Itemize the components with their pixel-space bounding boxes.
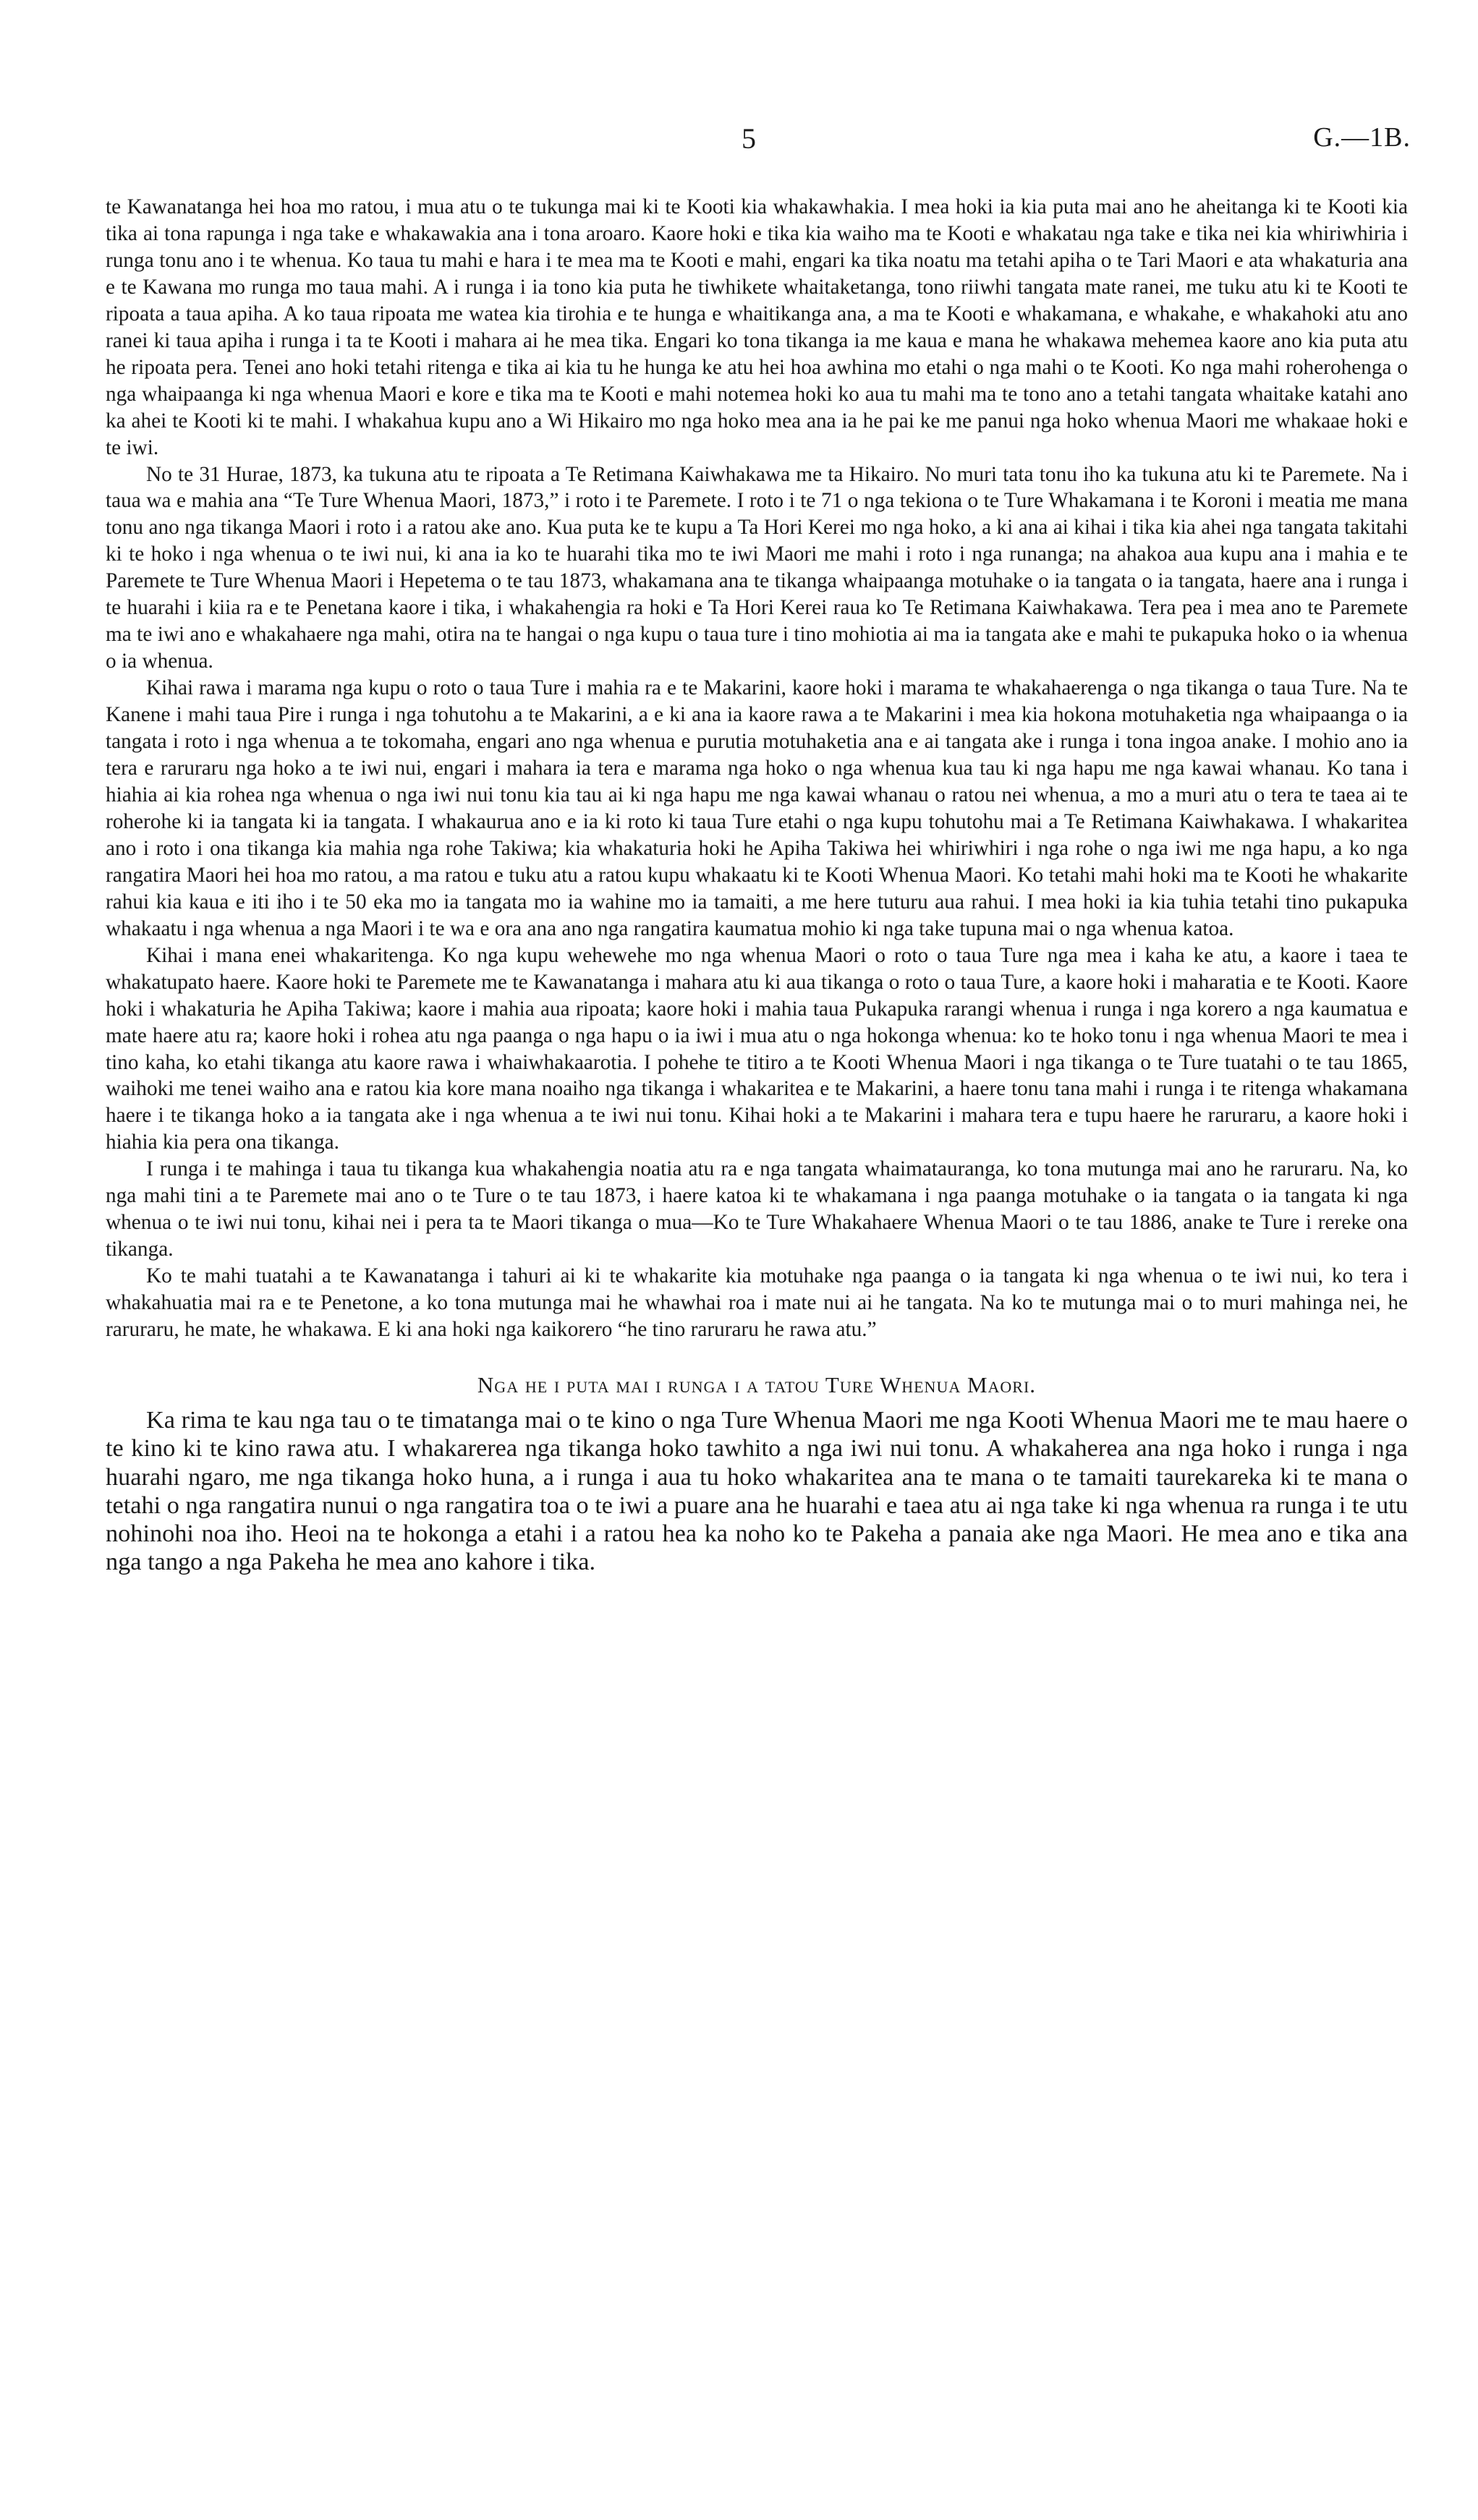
paragraph: I runga i te mahinga i taua tu tikanga kua whakahengia noatia atu ra e nga tangata whaimatauranga, ko tona mutunga mai ano he raruraru. Na, ko nga mahi tini a te Paremete mai ano o te Ture o te tau 1873, i haere katoa ki te whakamana i nga paanga motuhake o ia tangata o ia tangata ki nga whenua o te iwi nui tonu, kihai nei i pera ta te Maori tikanga o mua—Ko te Ture Whakahaere Whenua Maori o te tau 1886, anake te Ture i rereke ona tikanga. [106, 1157, 1408, 1261]
paragraph: Kihai i mana enei whakaritenga. Ko nga kupu wehewehe mo nga whenua Maori o roto o taua Ture nga mea i kaha ke atu, a kaore i taea te whakatupato haere. Kaore hoki te Paremete me te Kawanatanga i mahara atu ki aua tikanga o roto o taua Ture, a kaore hoki i maharatia e te Kooti. Kaore hoki i whakaturia he Apiha Takiwa; kaore i mahia aua ripoata; kaore hoki i mahia taua Pukapuka rarangi whenua i runga i nga korero a nga kaumatua e mate haere atu ra; kaore hoki i rohea atu nga paanga o nga hapu o ia iwi i mua atu o nga hokonga whenua: ko te hoko tonu i nga whenua Maori te mea i tino kaha, ko etahi tikanga atu kaore rawa i whaiwhakaarotia. I pohehe te titiro a te Kooti Whenua Maori i nga tikanga o te Ture tuatahi o te tau 1865, waihoki me tenei waiho ana e ratou kia kore mana noaiho nga tikanga i whakaritea e te Makarini, a haere tonu tana mahi i runga i te ritenga whakamana haere i te tikanga hoko a ia tangata ake i nga whenua a te iwi nui tonu. Kihai hoki a te Makarini i mahara tera e tupu haere he raruraru, a kaore hoki i hiahia kia pera ona tikanga. [106, 943, 1408, 1154]
body-text [106, 194, 1408, 1577]
paragraph: Ko te mahi tuatahi a te Kawanatanga i tahuri ai ki te whakarite kia motuhake nga paanga o ia tangata ki nga whenua o te iwi nui, ko tera i whakahuatia mai ra e te Penetone, a ko tona mutunga mai he whawhai roa i mate nui ai he tangata. Na ko te mutunga mai o to muri mahinga nei, he raruraru, he mate, he whakawa. E ki ana hoki nga kaikorero “he tino raruraru he rawa atu.” [106, 1264, 1408, 1342]
section-heading: Nga he i puta mai i runga i a tatou Ture Whenua Maori. [477, 1371, 1037, 1397]
paragraph: No te 31 Hurae, 1873, ka tukuna atu te ripoata a Te Retimana Kaiwhakawa me ta Hikairo. No muri tata tonu iho ka tukuna atu ki te Paremete. Na i taua wa e mahia ana “Te Ture Whenua Maori, 1873,” i roto i te Paremete. I roto i te 71 o nga tekiona o te Ture Whakamana i te Koroni i meatia me mana tonu ano nga tikanga Maori i roto i a ratou ake ano. Kua puta ke te kupu a Ta Hori Kerei mo nga hoko, a ki ana ai kihai i tika kia ahei nga tangata takitahi ki te hoko i nga whenua o te iwi nui, ki ana ia ko te huarahi tika mo te iwi Maori me mahi i roto i nga runanga; na ahakoa aua kupu ana i mahia e te Paremete te Ture Whenua Maori i Hepetema o te tau 1873, whakamana ana te tikanga whaipaanga motuhake o ia tangata o ia tangata, haere ana i runga i te huarahi i kiia ra e te Penetana kaore i tika, i whakahengia ra hoki e Ta Hori Kerei raua ko Te Retimana Kaiwhakawa. Tera pea i mea ano te Paremete ma te iwi ano e whakahaere nga mahi, otira na te hangai o nga kupu o taua ture i tino mohiotia ai ma ia tangata ake e mahi te pukapuka hoko o ia whenua o ia whenua. [106, 462, 1408, 673]
paragraph: te Kawanatanga hei hoa mo ratou, i mua atu o te tukunga mai ki te Kooti kia whakawhakia. I mea hoki ia kia puta mai ano he aheitanga ki te Kooti kia tika ai tona rapunga i nga take e whakawakia ana i tona aroaro. Kaore hoki e tika kia waiho ma te Kooti e whakatau nga take e tika nei kia whiriwhiria i runga tonu ano i te whenua. Ko taua tu mahi e hara i te mea ma te Kooti e mahi, engari ka tika noatu ma tetahi apiha o te Tari Maori e ata whakaturia ana e te Kawana mo runga mo taua mahi. A i runga i ia tono kia puta he tiwhikete whaitaketanga, tono riiwhi tangata mate ranei, me tuku atu ki te Kooti te ripoata a taua apiha. A ko taua ripoata me watea kia tirohia e te hunga e whaitikanga ana, a ma te Kooti e whakamana, e whakahe, e whakahoki atu ano ranei ki taua apiha i runga i ta te Kooti i mahara ai he mea tika. Engari ko tona tikanga ia me kaua e mana he whakawa mehemea kaore ano kia puta atu he ripoata pera. Tenei ano hoki tetahi ritenga e tika ai kia tu he hunga ke atu hei hoa awhina mo etahi o nga mahi o te Kooti. Ko nga mahi roherohenga o nga whaipaanga ki nga whenua Maori e kore e tika ma te Kooti e mahi notemea hoki ko aua tu mahi ma te tono ano a tetahi tangata whaitake katahi ano ka ahei te Kooti ki te mahi. I whakahua kupu ano a Wi Hikairo mo nga hoko mea ana ia he pai ke me panui nga hoko whenua Maori me whakaae hoki e te iwi. [106, 195, 1408, 459]
section-paragraph: Ka rima te kau nga tau o te timatanga mai o te kino o nga Ture Whenua Maori me nga Kooti Whenua Maori me te mau haere o te kino ki te kino rawa atu. I whakarerea nga tikanga hoko tawhito a nga iwi nui tonu. A whakaherea ana nga hoko i runga i nga huarahi ngaro, me nga tikanga hoko huna, a i runga i aua tu hoko whakaritea ana te mana o te tamaiti taurekareka ki te mana o tetahi o nga rangatira nunui o nga rangatira toa o te iwi a puare ana he huarahi e taea atu ai nga take ki nga whenua ra runga i te utu nohinohi noa iho. Heoi na te hokonga a etahi i a ratou hea ka noho ko te Pakeha a panaia ake nga Maori. He mea ano e tika ana nga tango a nga Pakeha he mea ano kahore i tika. [106, 1405, 1408, 1576]
page-header [109, 122, 1411, 165]
document-reference: G.—1B. [1313, 122, 1411, 153]
paragraph: Kihai rawa i marama nga kupu o roto o taua Ture i mahia ra e te Makarini, kaore hoki i marama te whakahaerenga o nga tikanga o taua Ture. Na te Kanene i mahi taua Pire i runga i nga tohutohu a te Makarini, a e ki ana ia kaore rawa a te Makarini i mea kia hokona motuhaketia nga whaipaanga o ia tangata i roto i nga whenua a te tokomaha, engari ano nga whenua e purutia motuhaketia ana e ai tangata ake i runga i tona ingoa anake. I mohio ano ia tera e raruraru nga hoko a te iwi nui, engari i mahara ia tera e marama nga hoko o nga whenua kua tau ki nga hapu me nga kawai whanau. Ko tana i hiahia ai kia rohea nga whenua o nga iwi nui tonu kia tau ai ki nga hapu me nga kawai whanau o ratou nei whenua, a mo a muri atu o tera te taea ai te roherohe ki ia tangata ki ia tangata. I whakaurua ano e ia ki roto ki taua Ture etahi o nga kupu tohutohu mai a Te Retimana Kaiwhakawa. I whakaritea ano i roto i ona tikanga kia mahia nga rohe Takiwa; kia whakaturia hoki he Apiha Takiwa hei whiriwhiri i nga rohe o nga iwi me nga hapu, a ko nga rangatira Maori hei hoa mo ratou, a ma ratou e tuku atu a ratou kupu whakaatu ki te Kooti Whenua Maori. Ko tetahi mahi hoki ma te Kooti he whakarite rahui kia kaua e iti iho i te 50 eka mo ia tangata mo ia wahine mo ia tamaiti, a me here tuturu aua rahui. I mea hoki ia kia tuhia tetahi tino pukapuka whakaatu i nga whenua a nga Maori i te wa e ora ana ano nga rangatira kaumatua mohio ki nga take tupuna mai o nga whenua katoa. [106, 676, 1408, 940]
page-number: 5 [742, 122, 756, 155]
